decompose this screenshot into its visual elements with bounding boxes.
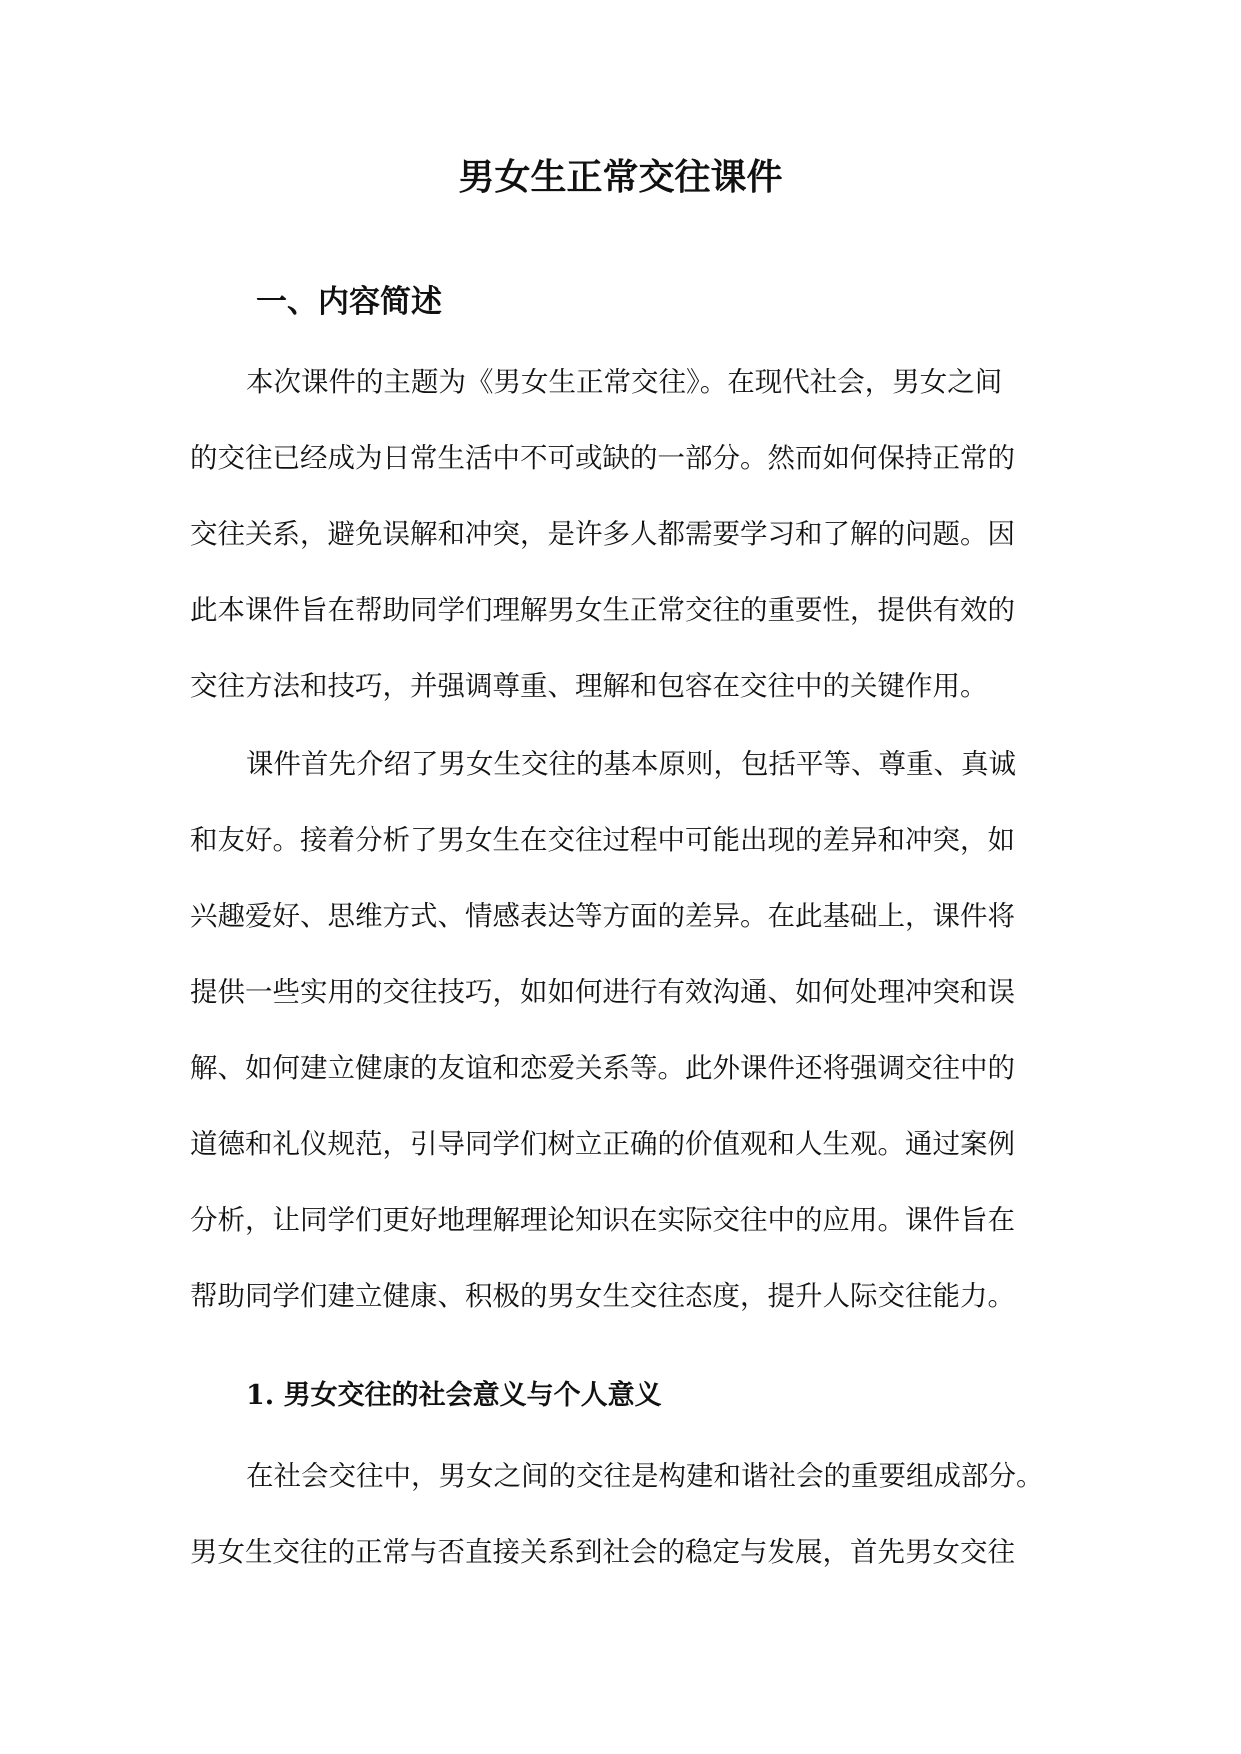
text-line: 解、如何建立健康的友谊和恋爱关系等。此外课件还将强调交往中的 bbox=[190, 1052, 1015, 1084]
text-line: 本次课件的主题为《男女生正常交往》。在现代社会，男女之间 bbox=[246, 366, 1003, 398]
text-line: 课件首先介绍了男女生交往的基本原则，包括平等、尊重、真诚 bbox=[246, 748, 1016, 780]
text-line: 道德和礼仪规范，引导同学们树立正确的价值观和人生观。通过案例 bbox=[190, 1128, 1015, 1160]
subsection-heading: 1. 男女交往的社会意义与个人意义 bbox=[246, 1380, 662, 1411]
text-line: 提供一些实用的交往技巧，如如何进行有效沟通、如何处理冲突和误 bbox=[190, 976, 1015, 1008]
text-line: 兴趣爱好、思维方式、情感表达等方面的差异。在此基础上，课件将 bbox=[190, 900, 1015, 932]
text-line: 此本课件旨在帮助同学们理解男女生正常交往的重要性，提供有效的 bbox=[190, 594, 1015, 626]
text-line: 交往关系，避免误解和冲突，是许多人都需要学习和了解的问题。因 bbox=[190, 518, 1015, 550]
text-line: 在社会交往中，男女之间的交往是构建和谐社会的重要组成部分。 bbox=[246, 1460, 1044, 1492]
text-line: 男女生交往的正常与否直接关系到社会的稳定与发展，首先男女交往 bbox=[190, 1536, 1015, 1568]
text-line: 分析，让同学们更好地理解理论知识在实际交往中的应用。课件旨在 bbox=[190, 1204, 1015, 1236]
text-line: 帮助同学们建立健康、积极的男女生交往态度，提升人际交往能力。 bbox=[190, 1280, 1015, 1312]
document-title: 男女生正常交往课件 bbox=[458, 156, 783, 198]
section-heading: 一、内容简述 bbox=[256, 284, 442, 320]
text-line: 交往方法和技巧，并强调尊重、理解和包容在交往中的关键作用。 bbox=[190, 670, 988, 702]
text-line: 的交往已经成为日常生活中不可或缺的一部分。然而如何保持正常的 bbox=[190, 442, 1015, 474]
text-line: 和友好。接着分析了男女生在交往过程中可能出现的差异和冲突，如 bbox=[190, 824, 1015, 856]
